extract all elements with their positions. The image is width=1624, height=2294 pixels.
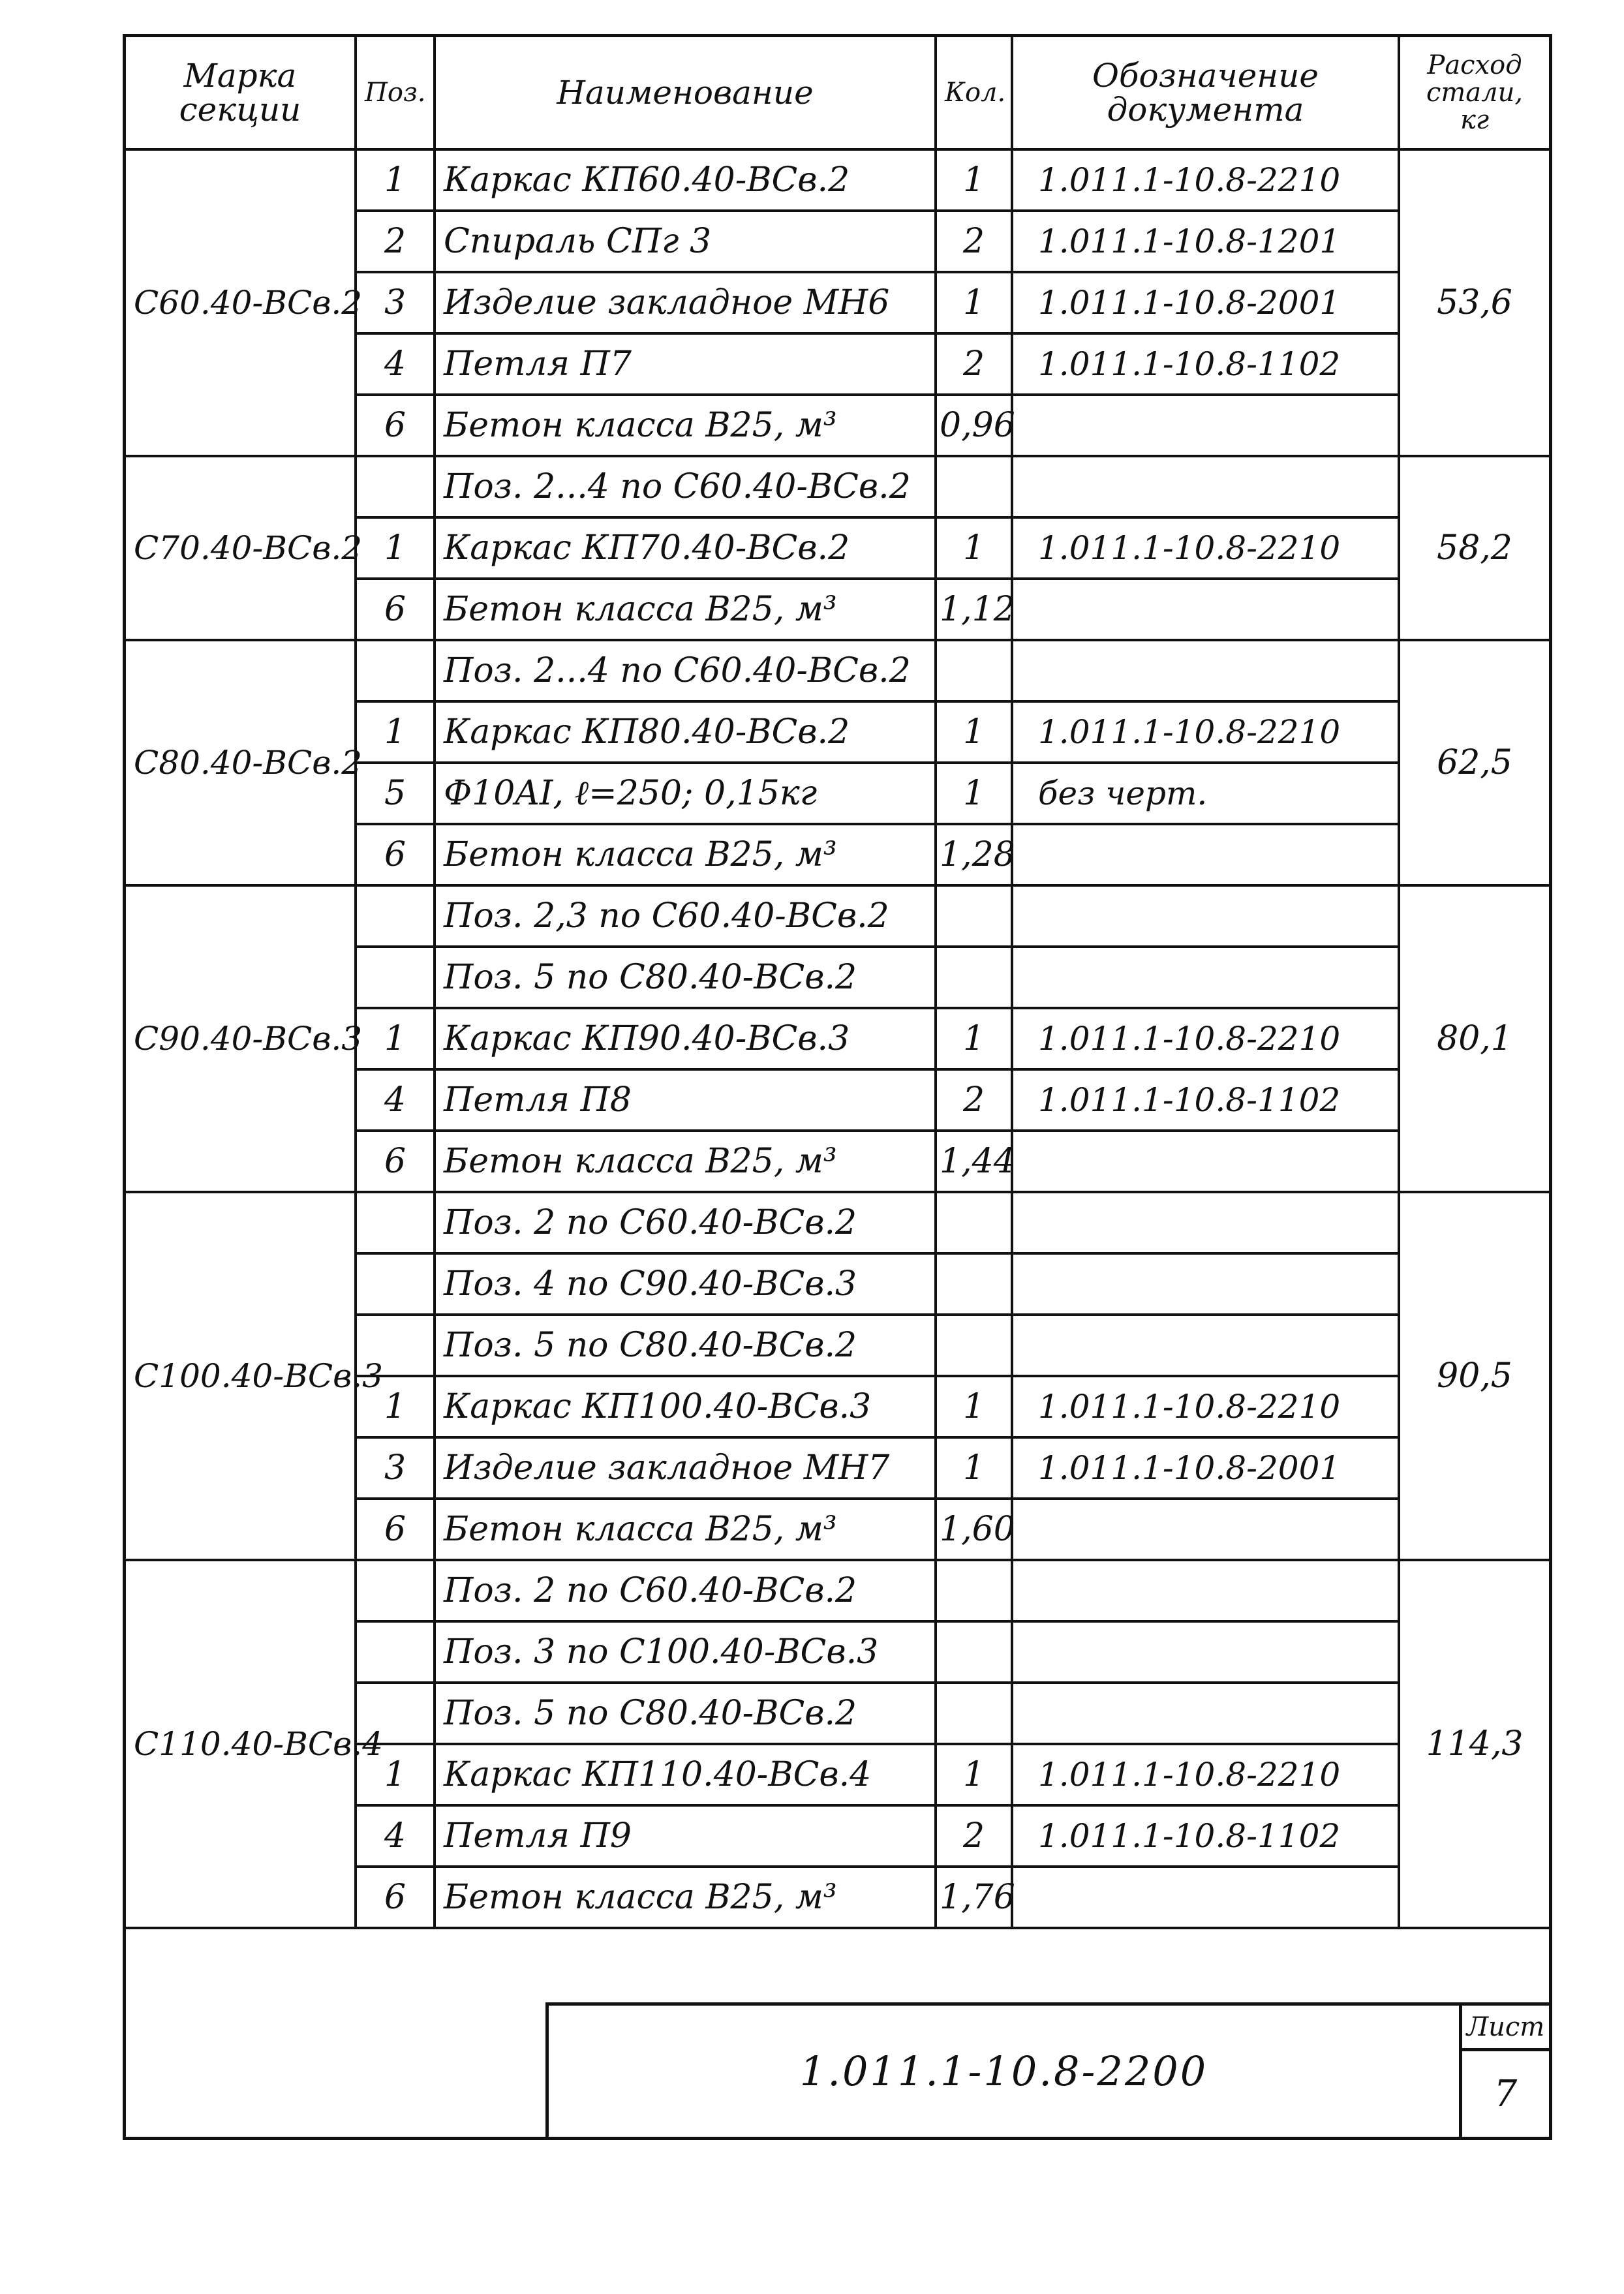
position-cell	[356, 947, 435, 1008]
position-cell	[356, 885, 435, 947]
name-cell: Бетон класса В25, м³	[435, 579, 936, 640]
quantity-cell: 1	[936, 149, 1012, 211]
name-cell: Поз. 2 по С60.40-ВСв.2	[435, 1192, 936, 1253]
position-cell	[356, 456, 435, 517]
steel-consumption: 114,3	[1399, 1560, 1549, 1928]
document-cell	[1012, 1131, 1399, 1192]
document-cell	[1012, 1560, 1399, 1621]
position-cell	[356, 640, 435, 701]
position-cell	[356, 1621, 435, 1683]
document-cell	[1012, 640, 1399, 701]
name-cell: Поз. 2 по С60.40-ВСв.2	[435, 1560, 936, 1621]
quantity-cell: 2	[936, 1805, 1012, 1867]
document-cell	[1012, 1315, 1399, 1376]
name-cell: Каркас КП110.40-ВСв.4	[435, 1744, 936, 1805]
quantity-cell	[936, 1560, 1012, 1621]
name-cell: Изделие закладное МН7	[435, 1437, 936, 1499]
document-cell	[1012, 1683, 1399, 1744]
section-mark: С80.40-ВСв.2	[126, 640, 356, 885]
position-cell: 1	[356, 1376, 435, 1437]
position-cell: 2	[356, 211, 435, 272]
document-cell	[1012, 456, 1399, 517]
quantity-cell: 1	[936, 517, 1012, 579]
position-cell: 6	[356, 1867, 435, 1928]
document-cell	[1012, 395, 1399, 456]
document-cell: 1.011.1-10.8-2001	[1012, 272, 1399, 333]
document-cell: 1.011.1-10.8-1201	[1012, 211, 1399, 272]
quantity-cell: 1	[936, 701, 1012, 763]
document-cell: 1.011.1-10.8-2210	[1012, 701, 1399, 763]
drawing-sheet	[123, 34, 1552, 2140]
document-cell: 1.011.1-10.8-2210	[1012, 1376, 1399, 1437]
document-cell: 1.011.1-10.8-2210	[1012, 149, 1399, 211]
position-cell: 4	[356, 1805, 435, 1867]
document-cell	[1012, 1253, 1399, 1315]
position-cell: 6	[356, 1499, 435, 1560]
quantity-cell: 2	[936, 211, 1012, 272]
quantity-cell: 0,96	[936, 395, 1012, 456]
document-cell	[1012, 824, 1399, 885]
name-cell: Бетон класса В25, м³	[435, 1499, 936, 1560]
header-row	[126, 37, 1549, 149]
sheet-number: 7	[1494, 2073, 1518, 2115]
document-cell	[1012, 579, 1399, 640]
quantity-cell	[936, 1192, 1012, 1253]
document-code: 1.011.1-10.8-2200	[799, 2047, 1208, 2095]
table-row	[126, 456, 1549, 517]
section-mark: С60.40-ВСв.2	[126, 149, 356, 456]
steel-consumption: 62,5	[1399, 640, 1549, 885]
name-cell: Поз. 5 по С80.40-ВСв.2	[435, 947, 936, 1008]
name-cell: Бетон класса В25, м³	[435, 824, 936, 885]
steel-consumption: 58,2	[1399, 456, 1549, 640]
position-cell: 1	[356, 1008, 435, 1069]
table-row	[126, 1560, 1549, 1621]
quantity-cell: 1	[936, 1437, 1012, 1499]
document-cell	[1012, 1621, 1399, 1683]
quantity-cell: 1,44	[936, 1131, 1012, 1192]
header-mark: Марка секции	[126, 37, 356, 149]
document-cell: 1.011.1-10.8-2210	[1012, 1744, 1399, 1805]
quantity-cell: 1	[936, 1376, 1012, 1437]
quantity-cell: 2	[936, 333, 1012, 395]
name-cell: Каркас КП70.40-ВСв.2	[435, 517, 936, 579]
position-cell: 6	[356, 824, 435, 885]
document-cell: 1.011.1-10.8-2210	[1012, 1008, 1399, 1069]
header-name: Наименование	[435, 37, 936, 149]
position-cell	[356, 1560, 435, 1621]
document-cell: без черт.	[1012, 763, 1399, 824]
position-cell: 6	[356, 1131, 435, 1192]
sheet-label: Лист	[1462, 2006, 1549, 2051]
name-cell: Каркас КП80.40-ВСв.2	[435, 701, 936, 763]
document-cell	[1012, 947, 1399, 1008]
header-steel: Расход стали, кг	[1399, 37, 1549, 149]
name-cell: Поз. 2...4 по С60.40-ВСв.2	[435, 456, 936, 517]
position-cell: 1	[356, 1744, 435, 1805]
quantity-cell: 2	[936, 1069, 1012, 1131]
quantity-cell: 1	[936, 272, 1012, 333]
document-cell	[1012, 1192, 1399, 1253]
specification-table	[126, 37, 1549, 1929]
table-row	[126, 1192, 1549, 1253]
quantity-cell: 1,12	[936, 579, 1012, 640]
name-cell: Каркас КП90.40-ВСв.3	[435, 1008, 936, 1069]
quantity-cell	[936, 1253, 1012, 1315]
position-cell: 4	[356, 333, 435, 395]
position-cell: 5	[356, 763, 435, 824]
quantity-cell	[936, 885, 1012, 947]
section-mark: С90.40-ВСв.3	[126, 885, 356, 1192]
steel-consumption: 80,1	[1399, 885, 1549, 1192]
document-cell	[1012, 885, 1399, 947]
document-cell	[1012, 1867, 1399, 1928]
name-cell: Бетон класса В25, м³	[435, 395, 936, 456]
sheet-box	[1459, 2006, 1549, 2137]
document-cell: 1.011.1-10.8-1102	[1012, 1069, 1399, 1131]
quantity-cell	[936, 456, 1012, 517]
position-cell	[356, 1192, 435, 1253]
specification-body	[126, 149, 1549, 1928]
steel-consumption: 53,6	[1399, 149, 1549, 456]
document-cell: 1.011.1-10.8-1102	[1012, 1805, 1399, 1867]
name-cell: Поз. 5 по С80.40-ВСв.2	[435, 1683, 936, 1744]
quantity-cell	[936, 1621, 1012, 1683]
position-cell: 1	[356, 517, 435, 579]
name-cell: Ф10AI, ℓ=250; 0,15кг	[435, 763, 936, 824]
table-row	[126, 149, 1549, 211]
name-cell: Поз. 2,3 по С60.40-ВСв.2	[435, 885, 936, 947]
document-cell: 1.011.1-10.8-2001	[1012, 1437, 1399, 1499]
header-doc: Обозначение документа	[1012, 37, 1399, 149]
name-cell: Бетон класса В25, м³	[435, 1867, 936, 1928]
position-cell: 1	[356, 701, 435, 763]
quantity-cell: 1	[936, 763, 1012, 824]
section-mark: С110.40-ВСв.4	[126, 1560, 356, 1928]
document-cell	[1012, 1499, 1399, 1560]
position-cell	[356, 1253, 435, 1315]
name-cell: Спираль СПг 3	[435, 211, 936, 272]
quantity-cell: 1,28	[936, 824, 1012, 885]
position-cell: 6	[356, 579, 435, 640]
position-cell: 6	[356, 395, 435, 456]
quantity-cell: 1,76	[936, 1867, 1012, 1928]
section-mark: С100.40-ВСв.3	[126, 1192, 356, 1560]
position-cell: 1	[356, 149, 435, 211]
section-mark: С70.40-ВСв.2	[126, 456, 356, 640]
header-pos: Поз.	[356, 37, 435, 149]
name-cell: Каркас КП60.40-ВСв.2	[435, 149, 936, 211]
name-cell: Петля П8	[435, 1069, 936, 1131]
quantity-cell	[936, 1315, 1012, 1376]
name-cell: Поз. 3 по С100.40-ВСв.3	[435, 1621, 936, 1683]
table-row	[126, 640, 1549, 701]
name-cell: Изделие закладное МН6	[435, 272, 936, 333]
name-cell: Петля П7	[435, 333, 936, 395]
name-cell: Петля П9	[435, 1805, 936, 1867]
quantity-cell	[936, 947, 1012, 1008]
quantity-cell	[936, 640, 1012, 701]
title-block	[545, 2002, 1549, 2137]
name-cell: Каркас КП100.40-ВСв.3	[435, 1376, 936, 1437]
document-cell: 1.011.1-10.8-1102	[1012, 333, 1399, 395]
position-cell: 4	[356, 1069, 435, 1131]
position-cell: 3	[356, 1437, 435, 1499]
steel-consumption: 90,5	[1399, 1192, 1549, 1560]
name-cell: Поз. 2...4 по С60.40-ВСв.2	[435, 640, 936, 701]
name-cell: Бетон класса В25, м³	[435, 1131, 936, 1192]
quantity-cell: 1	[936, 1008, 1012, 1069]
name-cell: Поз. 4 по С90.40-ВСв.3	[435, 1253, 936, 1315]
name-cell: Поз. 5 по С80.40-ВСв.2	[435, 1315, 936, 1376]
quantity-cell	[936, 1683, 1012, 1744]
table-row	[126, 885, 1549, 947]
document-cell: 1.011.1-10.8-2210	[1012, 517, 1399, 579]
header-qty: Кол.	[936, 37, 1012, 149]
quantity-cell: 1,60	[936, 1499, 1012, 1560]
quantity-cell: 1	[936, 1744, 1012, 1805]
position-cell: 3	[356, 272, 435, 333]
